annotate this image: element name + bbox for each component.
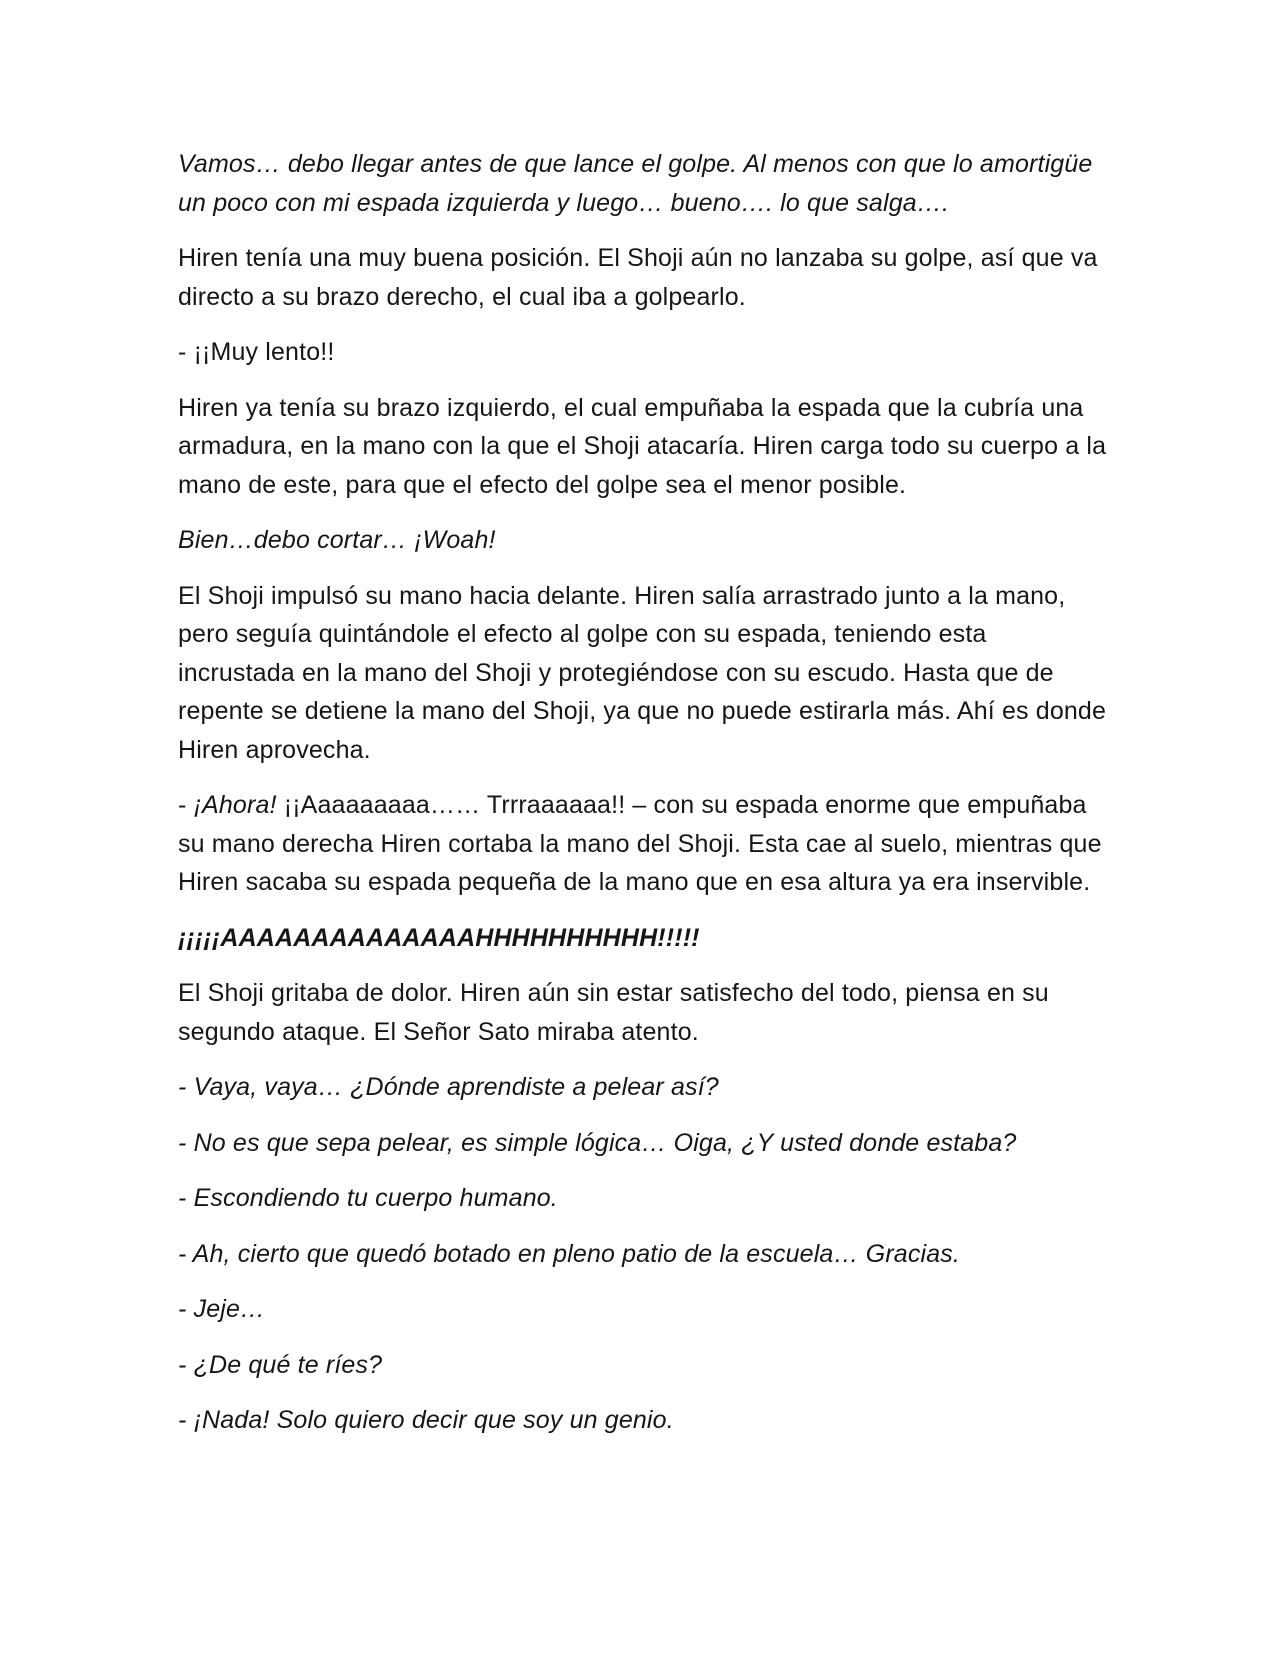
paragraph-7-rest: ¡¡Aaaaaaaaa…… Trrraaaaaa!! – con su espada enorme que empuñaba su mano derecha Hiren cortaba la mano del Shoji. Esta cae al suelo, mientras que Hiren sacaba su espada pequeña de la mano que en esa altura ya era inservible.: [178, 791, 1102, 896]
paragraph-11: - No es que sepa pelear, es simple lógica… Oiga, ¿Y usted donde estaba?: [178, 1128, 1017, 1157]
paragraph-6: El Shoji impulsó su mano hacia delante. Hiren salía arrastrado junto a la mano, pero seguía quintándole el efecto al golpe con su espada, teniendo esta incrustada en la mano del Shoji y protegiéndose con su escudo. Hasta que de repente se detiene la mano del Shoji, ya que no puede estirarla más. Ahí es donde Hiren aprovecha.: [178, 581, 1107, 764]
paragraph-7-prefix: -: [178, 791, 194, 819]
paragraph-12: - Escondiendo tu cuerpo humano.: [178, 1184, 558, 1212]
paragraph-7: [178, 786, 1108, 902]
paragraph-10: - Vaya, vaya… ¿Dónde aprendiste a pelear así?: [178, 1073, 719, 1101]
paragraph-3: - ¡¡Muy lento!!: [178, 338, 335, 366]
paragraph-1: Vamos… debo llegar antes de que lance el golpe. Al menos con que lo amortigüe un poco con mi espada izquierda y luego… bueno…. lo que salga….: [178, 150, 1093, 217]
paragraph-15: - ¿De qué te ríes?: [178, 1350, 383, 1379]
paragraph-5: Bien…debo cortar… ¡Woah!: [178, 526, 496, 554]
paragraph-4: Hiren ya tenía su brazo izquierdo, el cual empuñaba la espada que la cubría una armadura, en la mano con la que el Shoji atacaría. Hiren carga todo su cuerpo a la mano de este, para que el efecto del golpe sea el menor posible.: [178, 393, 1107, 499]
paragraph-8: ¡¡¡¡¡AAAAAAAAAAAAAAHHHHHHHHHH!!!!!: [178, 923, 700, 952]
paragraph-14: - Jeje…: [178, 1295, 266, 1323]
paragraph-13: - Ah, cierto que quedó botado en pleno patio de la escuela… Gracias.: [178, 1239, 961, 1268]
paragraph-2: Hiren tenía una muy buena posición. El Shoji aún no lanzaba su golpe, así que va directo a su brazo derecho, el cual iba a golpearlo.: [178, 244, 1098, 311]
paragraph-16: - ¡Nada! Solo quiero decir que soy un genio.: [178, 1406, 674, 1434]
paragraph-9: El Shoji gritaba de dolor. Hiren aún sin estar satisfecho del todo, piensa en su segundo ataque. El Señor Sato miraba atento.: [178, 979, 1049, 1046]
paragraph-7-italic: ¡Ahora!: [193, 791, 277, 819]
document-page: [178, 145, 1108, 1457]
